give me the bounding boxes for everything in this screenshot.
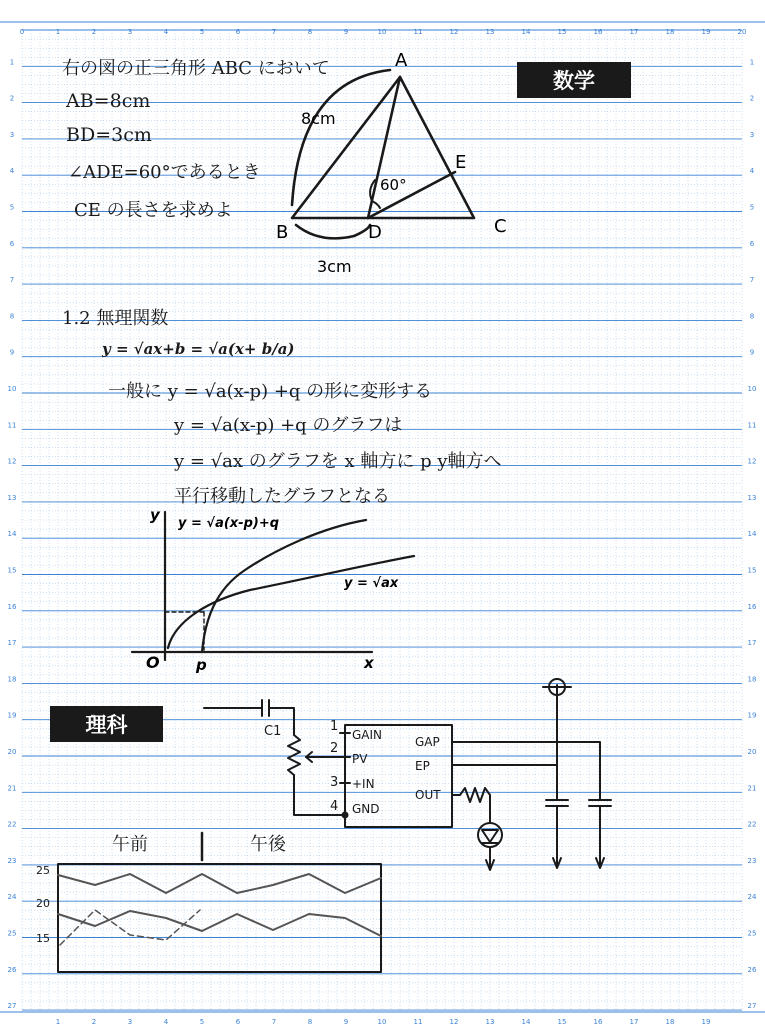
ruler-top-number: 18 <box>665 28 675 36</box>
ruler-left-number: 3 <box>9 130 15 139</box>
label-a: A <box>395 50 408 71</box>
series-mid <box>58 911 381 936</box>
ruler-left-number: 19 <box>7 711 17 720</box>
ruler-right-number: 9 <box>749 348 755 357</box>
y-tick-25: 25 <box>36 864 50 877</box>
ruler-bottom-number: 14 <box>521 1018 531 1026</box>
pin-label-out: OUT <box>415 788 441 802</box>
ruler-left-number: 10 <box>7 385 17 393</box>
ruler-bottom-number: 1 <box>55 1018 61 1026</box>
ruler-bottom-number: 15 <box>557 1018 567 1026</box>
ruler-right-number: 5 <box>749 203 755 212</box>
ruler-top-number: 0 <box>19 28 25 36</box>
y-tick-20: 20 <box>36 897 50 910</box>
ruler-right-number: 24 <box>747 893 757 902</box>
ruler-bottom-number: 7 <box>271 1018 277 1026</box>
text-line: y = √ax のグラフを x 軸方に p y軸方へ <box>174 451 502 472</box>
ruler-left-number: 13 <box>7 493 17 502</box>
ruler-right-number: 19 <box>747 711 757 720</box>
ruler-left-number: 2 <box>9 94 15 103</box>
ruler-top-number: 19 <box>701 28 711 36</box>
ruler-right-number: 14 <box>747 530 757 539</box>
label-ab-length: 8cm <box>301 109 336 128</box>
ruler-left-number: 16 <box>7 602 17 611</box>
ruler-top-number: 13 <box>485 28 495 36</box>
ruler-left-number: 7 <box>9 276 15 285</box>
ruler-bottom-number: 12 <box>449 1018 459 1026</box>
ruler-right-number: 1 <box>749 58 755 67</box>
ruler-right-number: 8 <box>749 312 755 321</box>
ruler-bottom-number: 13 <box>485 1018 495 1026</box>
ruler-bottom-number: 11 <box>413 1018 423 1026</box>
ruler-top-number: 12 <box>449 28 459 36</box>
ruler-left-number: 27 <box>7 1002 17 1011</box>
ruler-right-number: 10 <box>747 385 757 393</box>
ruler-right-number: 17 <box>747 639 757 648</box>
ruler-right-number: 20 <box>747 748 757 756</box>
series-dashed <box>60 910 200 945</box>
x-axis-label: x <box>364 654 374 672</box>
ruler-bottom-number: 5 <box>199 1018 205 1026</box>
ruler-right-number: 16 <box>747 602 757 611</box>
pin-label-gnd: GND <box>352 802 380 816</box>
ruler-bottom-number: 3 <box>127 1018 133 1026</box>
formula-line: y = √ax+b = √a(x+ b/a) <box>102 340 295 358</box>
ruler-top-number: 2 <box>91 28 97 36</box>
pin-number: 4 <box>330 799 339 814</box>
ruler-right-number: 22 <box>747 820 757 829</box>
ruler-left-number: 23 <box>7 856 17 865</box>
pin-number: 2 <box>330 741 339 756</box>
ruler-top-number: 4 <box>163 28 169 36</box>
text-line: y = √a(x-p) +q のグラフは <box>174 415 403 436</box>
ruler-left-number: 11 <box>7 421 17 430</box>
ruler-top-number: 1 <box>55 28 61 36</box>
ruler-right-number: 25 <box>747 929 757 938</box>
label-b: B <box>276 222 289 243</box>
text-line: 一般に y = √a(x-p) +q の形に変形する <box>108 381 433 402</box>
ruler-left-number: 22 <box>7 820 17 829</box>
ruler-right-number: 13 <box>747 493 757 502</box>
ruler-top-number: 9 <box>343 28 349 36</box>
pin-label-pv: PV <box>352 752 368 766</box>
label-d: D <box>368 222 382 243</box>
ruler-bottom-number: 8 <box>307 1018 313 1026</box>
ruler-right-number: 23 <box>747 856 757 865</box>
ruler-top-number: 3 <box>127 28 133 36</box>
label-e: E <box>455 152 467 173</box>
science-badge: 理科 <box>50 706 163 742</box>
ruler-top-number: 20 <box>737 28 747 36</box>
label-angle: 60° <box>380 176 407 194</box>
cap-label: C1 <box>264 724 282 739</box>
ruler-left-number: 12 <box>7 457 17 466</box>
pin-number: 3 <box>330 775 339 790</box>
ruler-left-number: 9 <box>9 348 15 357</box>
ruler-top-number: 8 <box>307 28 313 36</box>
ruler-left-number: 6 <box>9 239 15 248</box>
p-label: p <box>196 656 207 674</box>
ruler-bottom-number: 19 <box>701 1018 711 1026</box>
ruler-top-number: 7 <box>271 28 277 36</box>
problem-line: CE の長さを求めよ <box>74 200 233 221</box>
ruler-right-number: 6 <box>749 239 755 248</box>
origin-label: O <box>146 653 160 672</box>
problem-line: AB=8cm <box>66 90 151 112</box>
y-tick-15: 15 <box>36 932 50 945</box>
curve1-label: y = √a(x-p)+q <box>178 516 280 531</box>
ruler-left-number: 1 <box>9 58 15 67</box>
ruler-bottom-number: 17 <box>629 1018 639 1026</box>
ruler-top-number: 6 <box>235 28 241 36</box>
ruler-right-number: 15 <box>747 566 757 575</box>
ruler-right-number: 12 <box>747 457 757 466</box>
ruler-bottom-number: 6 <box>235 1018 241 1026</box>
ruler-left-number: 20 <box>7 748 17 756</box>
ruler-right-number: 27 <box>747 1002 757 1011</box>
ruler-left-number: 21 <box>7 784 17 793</box>
ruler-left-number: 4 <box>9 167 15 176</box>
ruler-left-number: 14 <box>7 530 17 539</box>
series-high <box>58 874 381 893</box>
pin-label-in: +IN <box>352 777 375 791</box>
math-badge: 数学 <box>517 62 631 98</box>
ruler-right-number: 2 <box>749 94 755 103</box>
curve2-label: y = √ax <box>344 576 399 591</box>
pin-number: 1 <box>330 719 339 734</box>
ruler-bottom-number: 2 <box>91 1018 97 1026</box>
label-pm: 午後 <box>250 834 286 855</box>
section-heading: 1.2 無理関数 <box>62 308 169 329</box>
ruler-top-number: 15 <box>557 28 567 36</box>
pin-label-gain: GAIN <box>352 728 383 742</box>
problem-line: BD=3cm <box>66 124 152 146</box>
ruler-bottom-number: 18 <box>665 1018 675 1026</box>
ruler-top-number: 16 <box>593 28 603 36</box>
pin-label-ep: EP <box>415 759 430 773</box>
ruler-right-number: 26 <box>747 965 757 974</box>
ruler-right-number: 18 <box>747 675 757 684</box>
ruler-right-number: 11 <box>747 421 757 430</box>
label-am: 午前 <box>112 834 148 855</box>
ruler-right-number: 4 <box>749 167 755 176</box>
ruler-bottom-number: 10 <box>377 1018 387 1026</box>
label-c: C <box>494 216 507 237</box>
ruler-left-number: 25 <box>7 929 17 938</box>
y-axis-label: y <box>150 506 160 524</box>
pin-label-gap: GAP <box>415 735 440 749</box>
text-line: 平行移動したグラフとなる <box>174 486 390 507</box>
ruler-top-number: 14 <box>521 28 531 36</box>
ruler-left-number: 8 <box>9 312 15 321</box>
ruler-right-number: 3 <box>749 130 755 139</box>
ruler-right-number: 7 <box>749 276 755 285</box>
ruler-left-number: 15 <box>7 566 17 575</box>
ruler-top-number: 5 <box>199 28 205 36</box>
problem-line: ∠ADE=60°であるとき <box>68 162 261 183</box>
ruler-top-number: 11 <box>413 28 423 36</box>
ruler-bottom-number: 9 <box>343 1018 349 1026</box>
ruler-top-number: 17 <box>629 28 639 36</box>
ruler-left-number: 17 <box>7 639 17 648</box>
ruler-left-number: 26 <box>7 965 17 974</box>
label-bd-length: 3cm <box>317 257 352 276</box>
ruler-left-number: 24 <box>7 893 17 902</box>
ruler-left-number: 5 <box>9 203 15 212</box>
ruler-right-number: 21 <box>747 784 757 793</box>
problem-line: 右の図の正三角形 ABC において <box>62 58 330 79</box>
ruler-top-number: 10 <box>377 28 387 36</box>
ruler-bottom-number: 4 <box>163 1018 169 1026</box>
ruler-left-number: 18 <box>7 675 17 684</box>
ruler-bottom-number: 16 <box>593 1018 603 1026</box>
